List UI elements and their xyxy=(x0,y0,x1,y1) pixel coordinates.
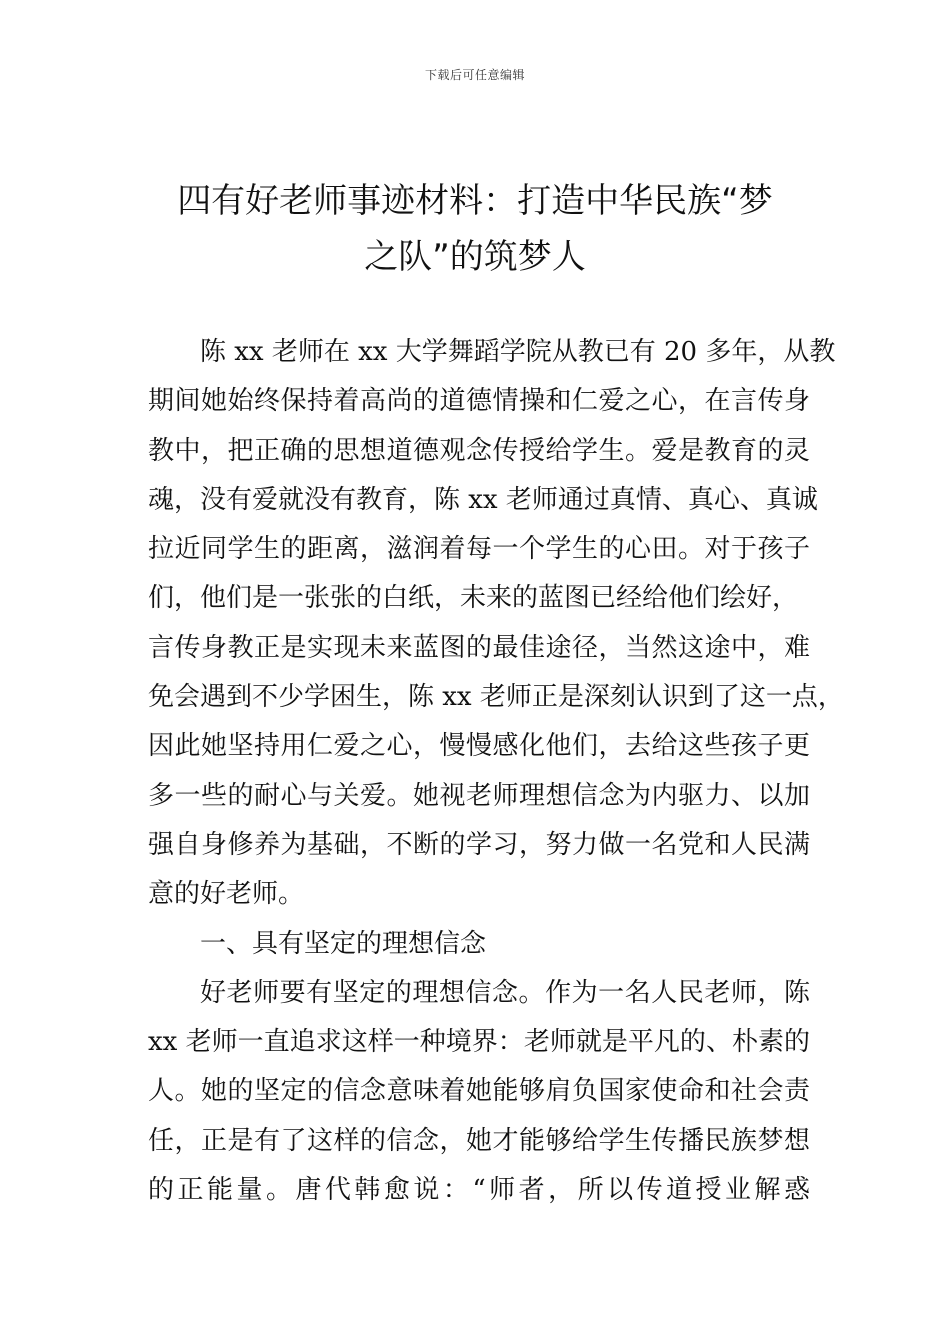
paragraph-line: 免会遇到不少学困生，陈 xx 老师正是深刻认识到了这一点， xyxy=(148,682,844,713)
paragraph-line: 好老师要有坚定的理想信念。作为一名人民老师，陈 xyxy=(200,977,810,1008)
paragraph-line: 的正能量。唐代韩愈说：“师者，所以传道授业解惑 xyxy=(148,1175,810,1206)
paragraph-line: 陈 xx 老师在 xx 大学舞蹈学院从教已有 20 多年，从教 xyxy=(200,337,836,367)
paragraph-line: 言传身教正是实现未来蓝图的最佳途径，当然这途中，难 xyxy=(148,632,810,663)
paragraph-line: 魂，没有爱就没有教育，陈 xx 老师通过真情、真心、真诚 xyxy=(148,484,818,515)
paragraph-line: 们，他们是一张张的白纸，未来的蓝图已经给他们绘好， xyxy=(148,583,799,614)
title-line-2: 之队”的筑梦人 xyxy=(364,237,586,277)
paragraph-line: 意的好老师。 xyxy=(148,879,305,910)
paragraph-line: 教中，把正确的思想道德观念传授给学生。爱是教育的灵 xyxy=(148,435,810,466)
document-title xyxy=(130,173,820,285)
paragraph-line: xx 老师一直追求这样一种境界：老师就是平凡的、朴素的 xyxy=(148,1027,810,1058)
paragraph-line: 强自身修养为基础，不断的学习，努力做一名党和人民满 xyxy=(148,829,810,860)
paragraph-line: 因此她坚持用仁爱之心，慢慢感化他们，去给这些孩子更 xyxy=(148,731,810,762)
paragraph-line: 多一些的耐心与关爱。她视老师理想信念为内驱力、以加 xyxy=(148,780,810,811)
section-heading: 一、具有坚定的理想信念 xyxy=(200,928,487,959)
title-line-1: 四有好老师事迹材料：打造中华民族“梦 xyxy=(177,181,773,221)
header-note: 下载后可任意编辑 xyxy=(424,68,525,82)
paragraph-line: 任，正是有了这样的信念，她才能够给学生传播民族梦想 xyxy=(148,1125,810,1156)
paragraph-line: 期间她始终保持着高尚的道德情操和仁爱之心，在言传身 xyxy=(148,386,810,417)
paragraph-line: 拉近同学生的距离，滋润着每一个学生的心田。对于孩子 xyxy=(148,534,810,565)
paragraph-line: 人。她的坚定的信念意味着她能够肩负国家使命和社会责 xyxy=(148,1076,810,1107)
body-text xyxy=(148,328,844,1215)
